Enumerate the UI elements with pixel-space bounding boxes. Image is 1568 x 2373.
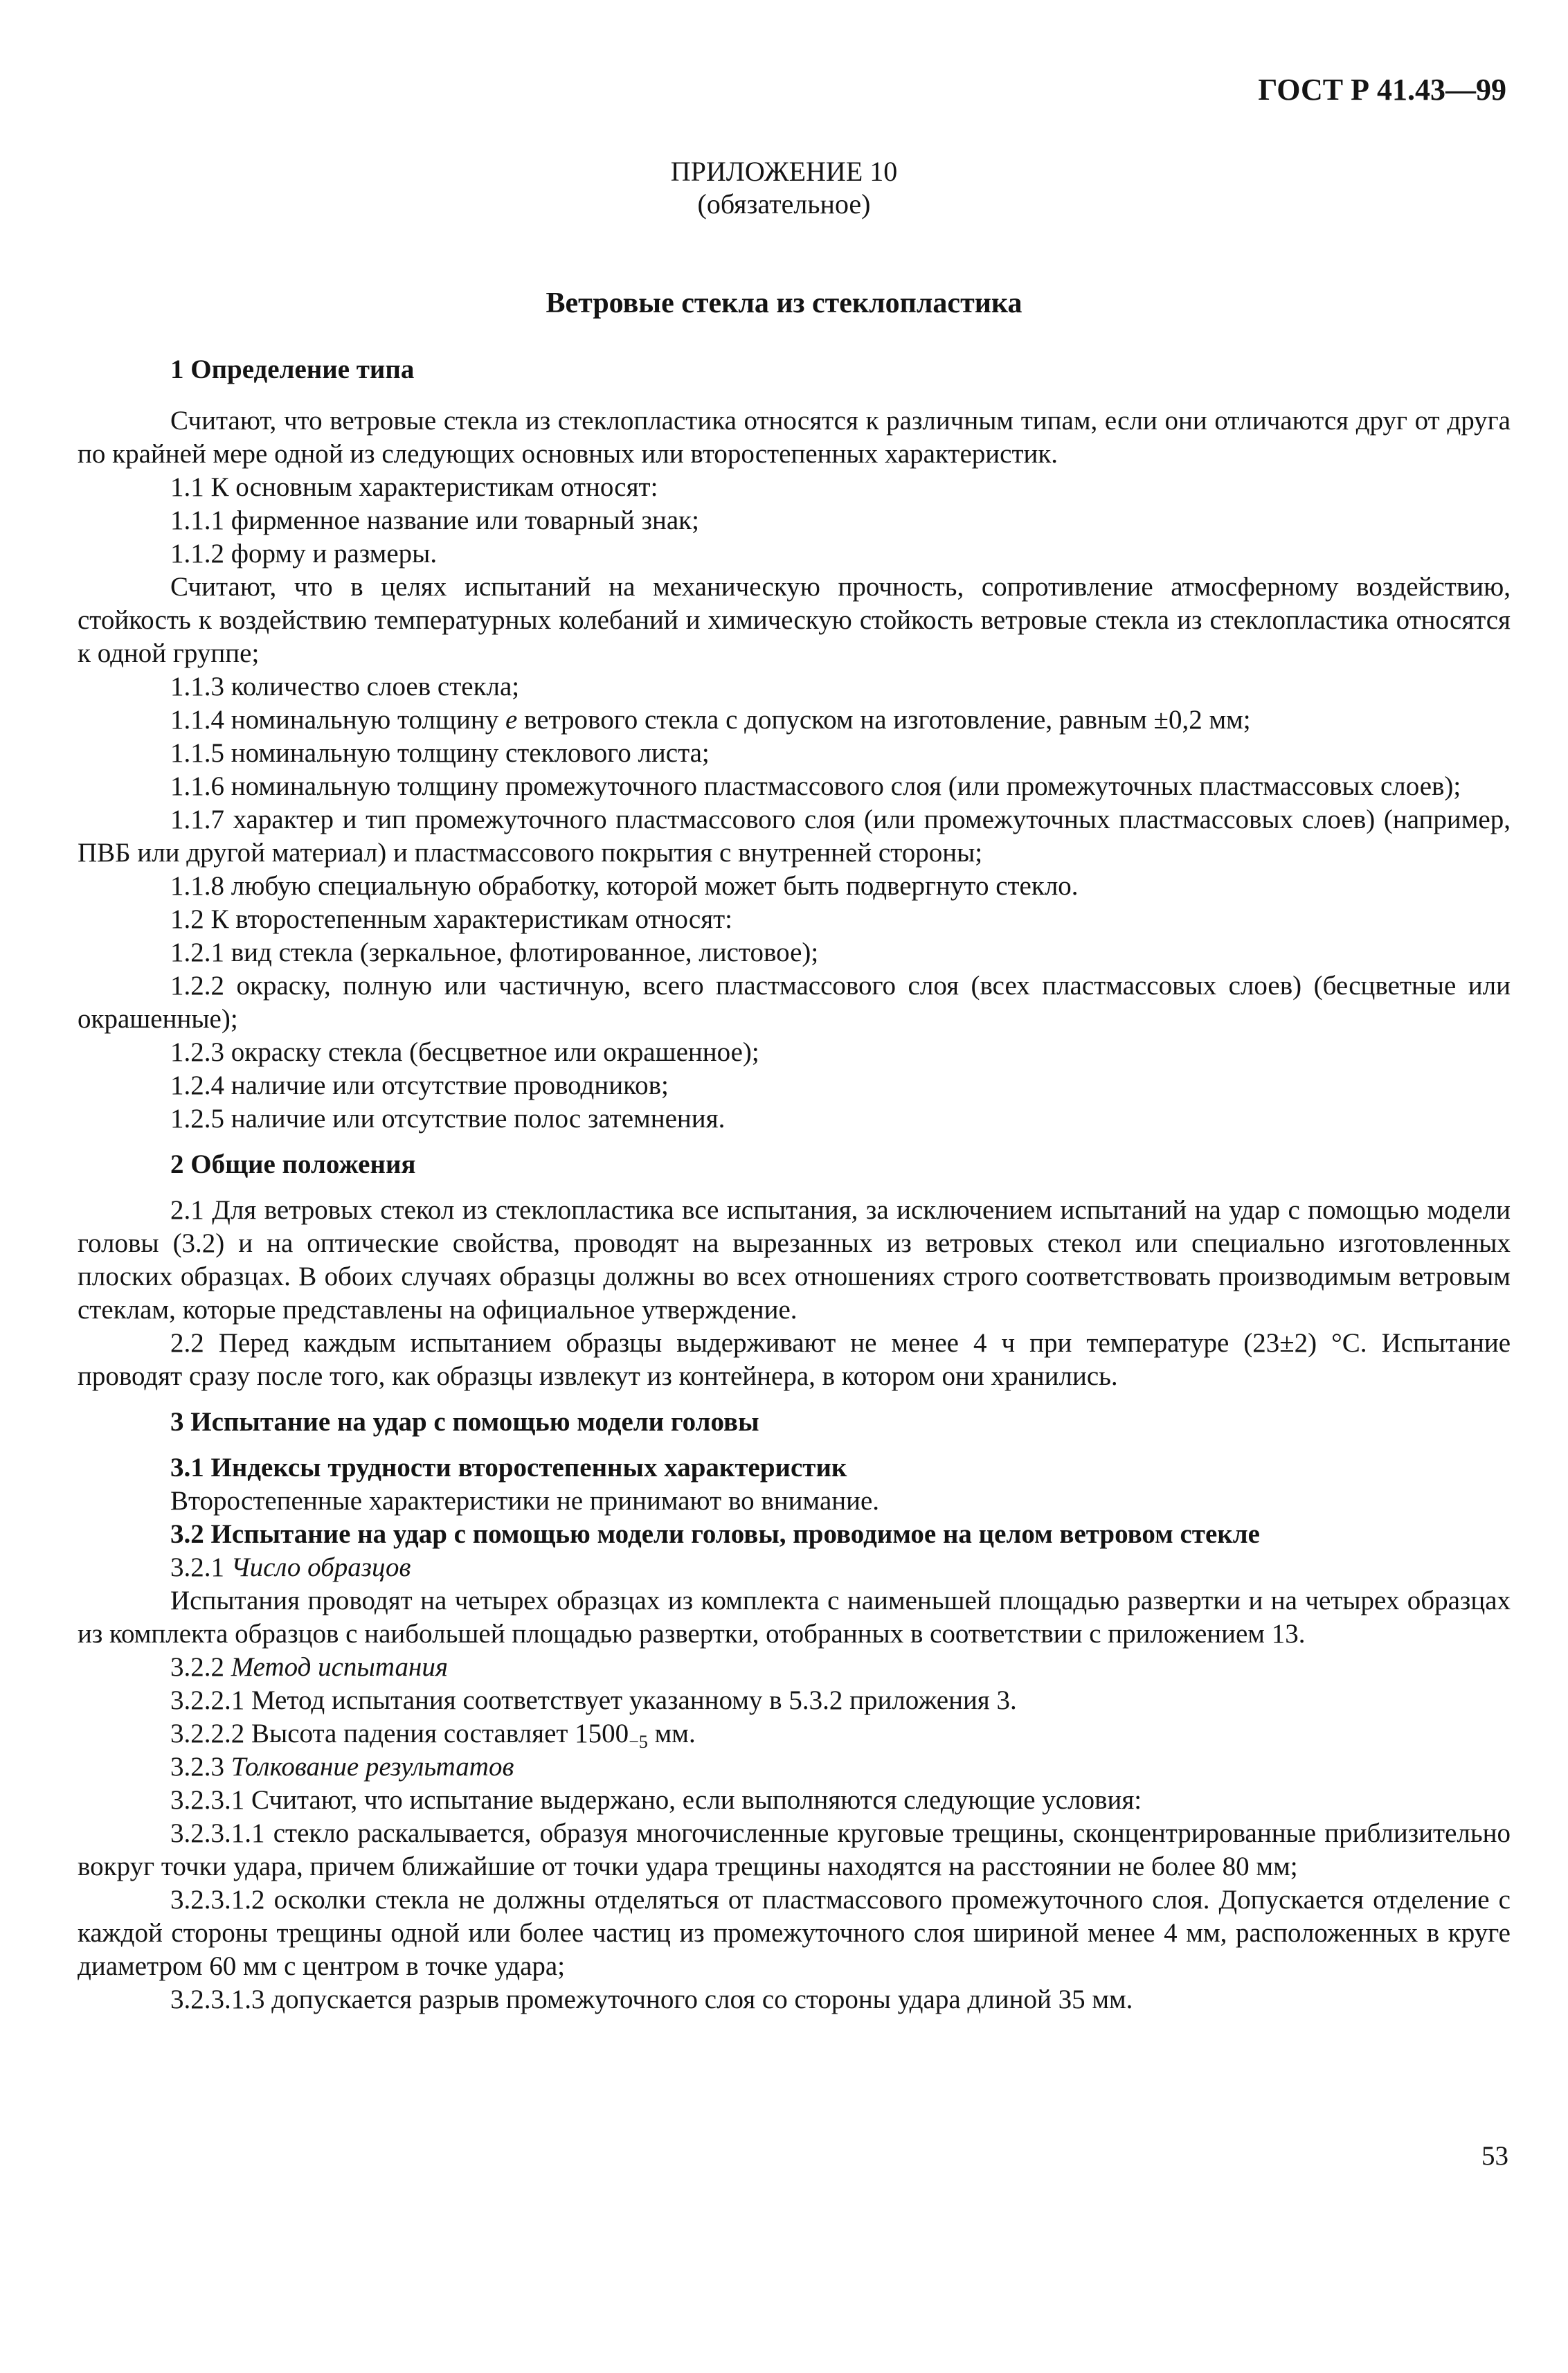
appendix-status: (обязательное) — [697, 188, 871, 220]
paragraph-1-1-8: 1.1.8 любую специальную обработку, которой может быть подвергнуто стекло. — [170, 871, 1079, 901]
paragraph-1-1-3: 1.1.3 количество слоев стекла; — [170, 672, 520, 701]
thickness-variable: e — [505, 705, 518, 735]
paragraph-3-2-2-heading — [78, 1651, 1511, 1684]
drop-height-tolerance: −5 — [629, 1732, 648, 1752]
paragraph-3-2-1-title: Число образцов — [231, 1552, 411, 1582]
document-title: Ветровые стекла из стеклопластика — [546, 287, 1022, 319]
appendix-label: ПРИЛОЖЕНИЕ 10 — [670, 156, 898, 187]
paragraph-3-2-3-1-2: 3.2.3.1.2 осколки стекла не должны отделяться от пластмассового промежуточного слоя. Допускается отделение с каждой стороны трещины одной или более частиц из промежуточного слоя шириной менее 4 мм, расположенных в круге диаметром 60 мм с центром в точке удара; — [78, 1885, 1511, 1981]
drop-height-text: 3.2.2.2 Высота падения составляет 1500 — [170, 1719, 629, 1748]
paragraph-3-2-1-text: Испытания проводят на четырех образцах из комплекта с наименьшей площадью развертки и на четырех образцах из комплекта образцов с наибольшей площадью развертки, отобранных в соответствии с приложением 13. — [78, 1586, 1511, 1649]
paragraph-3-2-2-1: 3.2.2.1 Метод испытания соответствует указанному в 5.3.2 приложения 3. — [170, 1685, 1017, 1715]
subsection-3-1-heading: 3.1 Индексы трудности второстепенных характеристик — [170, 1453, 847, 1483]
paragraph-3-2-1-heading — [78, 1551, 1511, 1584]
paragraph-1-1-2: 1.1.2 форму и размеры. — [170, 539, 438, 568]
page-number: 53 — [1481, 2141, 1508, 2171]
paragraph-3-2-3-number: 3.2.3 — [170, 1752, 224, 1782]
paragraph-3-1: Второстепенные характеристики не принимают во внимание. — [170, 1486, 880, 1516]
paragraph-2-1: 2.1 Для ветровых стекол из стеклопластика все испытания, за исключением испытаний на удар с помощью модели головы (3.2) и на оптические свойства, проводят на вырезанных из ветровых стекол или специально изготовленных плоских образцах. В обоих случаях образцы должны во всех отношениях строго соответствовать производимым ветровым стеклам, которые представлены на официальное утверждение. — [78, 1195, 1511, 1325]
document-code-header: ГОСТ Р 41.43—99 — [1258, 73, 1506, 107]
section-1-heading: 1 Определение типа — [170, 355, 415, 384]
paragraph-1-2-5: 1.2.5 наличие или отсутствие полос затемнения. — [170, 1104, 726, 1134]
paragraph-1-2-1: 1.2.1 вид стекла (зеркальное, флотированное, листовое); — [170, 938, 819, 967]
paragraph-3-2-3-1-3: 3.2.3.1.3 допускается разрыв промежуточного слоя со стороны удара длиной 35 мм. — [170, 1985, 1133, 2014]
paragraph-1-1-1: 1.1.1 фирменное название или товарный знак; — [170, 505, 699, 535]
paragraph-3-2-3-heading — [78, 1750, 1511, 1784]
paragraph-1-1-5: 1.1.5 номинальную толщину стеклового листа; — [170, 738, 710, 768]
drop-height-unit: мм. — [654, 1719, 696, 1748]
paragraph-1-1-4-start: 1.1.4 номинальную толщину — [170, 705, 499, 735]
paragraph-1-2-3: 1.2.3 окраску стекла (бесцветное или окрашенное); — [170, 1037, 759, 1067]
paragraph-2-2: 2.2 Перед каждым испытанием образцы выдерживают не менее 4 ч при температуре (23±2) °С. Испытание проводят сразу после того, как образцы извлекут из контейнера, в котором они хранились. — [78, 1328, 1511, 1391]
subsection-3-2-heading: 3.2 Испытание на удар с помощью модели головы, проводимое на целом ветровом стекле — [170, 1519, 1260, 1549]
section-1-intro: Считают, что ветровые стекла из стеклопластика относятся к различным типам, если они отличаются друг от друга по крайней мере одной из следующих основных или второстепенных характеристик. — [78, 406, 1511, 469]
paragraph-3-2-2-2 — [78, 1717, 1511, 1750]
paragraph-3-2-2-number: 3.2.2 — [170, 1652, 224, 1682]
document-body — [78, 353, 1511, 2016]
paragraph-1-1-4 — [78, 704, 1511, 737]
paragraph-3-2-3-1: 3.2.3.1 Считают, что испытание выдержано, если выполняются следующие условия: — [170, 1785, 1142, 1815]
group-note: Считают, что в целях испытаний на механическую прочность, сопротивление атмосферному воздействию, стойкость к воздействию температурных колебаний и химическую стойкость ветровые стекла из стеклопластика относятся к одной группе; — [78, 572, 1511, 668]
paragraph-1-1: 1.1 К основным характеристикам относят: — [170, 472, 658, 502]
paragraph-3-2-2-title: Метод испытания — [231, 1652, 448, 1682]
paragraph-1-1-7: 1.1.7 характер и тип промежуточного пластмассового слоя (или промежуточных пластмассовых слоев) (например, ПВБ или другой материал) и пластмассового покрытия с внутренней стороны; — [78, 805, 1511, 868]
paragraph-3-2-3-title: Толкование результатов — [231, 1752, 514, 1782]
section-2-heading: 2 Общие положения — [170, 1149, 416, 1179]
paragraph-1-1-4-end: ветрового стекла с допуском на изготовление, равным ±0,2 мм; — [524, 705, 1251, 735]
appendix-heading — [0, 155, 1568, 220]
paragraph-3-2-1-number: 3.2.1 — [170, 1552, 224, 1582]
paragraph-3-2-3-1-1: 3.2.3.1.1 стекло раскалывается, образуя многочисленные круговые трещины, сконцентрированные приблизительно вокруг точки удара, причем ближайшие от точки удара трещины находятся на расстоянии не более 80 мм; — [78, 1818, 1511, 1881]
paragraph-1-2-2: 1.2.2 окраску, полную или частичную, всего пластмассового слоя (всех пластмассовых слоев) (бесцветные или окрашенные); — [78, 971, 1511, 1034]
paragraph-1-1-6: 1.1.6 номинальную толщину промежуточного пластмассового слоя (или промежуточных пластмассовых слоев); — [170, 771, 1461, 801]
section-3-heading: 3 Испытание на удар с помощью модели головы — [170, 1407, 759, 1437]
paragraph-1-2: 1.2 К второстепенным характеристикам относят: — [170, 904, 733, 934]
paragraph-1-2-4: 1.2.4 наличие или отсутствие проводников; — [170, 1071, 669, 1100]
